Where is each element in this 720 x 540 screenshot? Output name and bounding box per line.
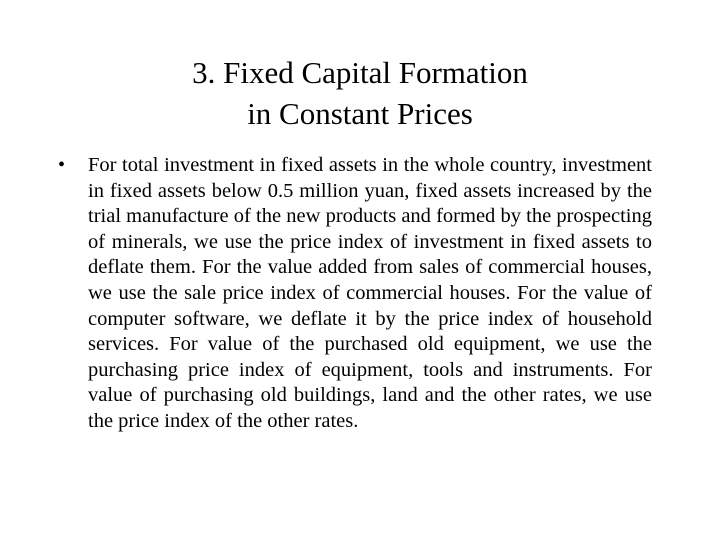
slide-title-line-1: 3. Fixed Capital Formation xyxy=(192,55,528,90)
slide-title xyxy=(0,52,720,134)
slide-title-line-2: in Constant Prices xyxy=(247,96,473,131)
bullet-icon: • xyxy=(58,154,66,176)
bullet-paragraph: For total investment in fixed assets in the whole country, investment in fixed assets below 0.5 million yuan, fixed assets increased by the trial manufacture of the new products and formed by the prospecting of minerals, we use the price index of investment in fixed assets to deflate them. For the value added from sales of commercial houses, we use the sale price index of commercial houses. For the value of computer software, we deflate it by the price index of household services. For value of the purchased old equipment, we use the purchasing price index of equipment, tools and instruments. For value of purchasing old buildings, land and the other rates, we use the price index of the other rates. xyxy=(88,154,652,432)
